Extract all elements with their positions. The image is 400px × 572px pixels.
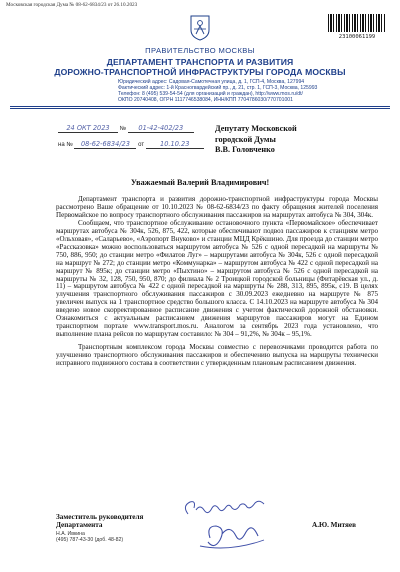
handwritten-signature (180, 496, 290, 556)
department-title-line2: ДОРОЖНО-ТРАНСПОРТНОЙ ИНФРАСТРУКТУРЫ ГОРОДА МОСКВЫ (54, 67, 346, 77)
registration-codes: ОКПО 20740408, ОГРН 1117746538084, ИНН/КПП 7704786030/770701001 (118, 97, 293, 103)
addressee-line3: В.В. Головченко (215, 145, 275, 154)
reference-label: на № (58, 142, 73, 148)
outgoing-registration (58, 124, 194, 133)
outgoing-date: 24 ОКТ 2023 (58, 124, 118, 133)
reference-number: 08-62-6834/23 (74, 140, 136, 149)
addressee-block (215, 124, 297, 156)
letterhead-divider (10, 106, 390, 107)
outgoing-number: 01-42-402/23 (128, 124, 194, 133)
paragraph-2: Сообщаем, что транспортное обслуживание остановочного пункта «Первомайское» обеспечивает маршрутах автобуса № 304к, 526, 875, 422, которые обеспечивают подвоз пассажиров к станциям метро «Ольховая», «Саларьево», «Аэропорт Внуково» и станции МЦД Крёкшино. Для проезда до станции метро «Рассказовка» можно воспользоваться маршрутом автобуса № 526 с одной пересадкой на маршруты № 750, 886, 950; до станции метро «Филатов Луг» – маршрутами автобуса № 304к, 526 с одной пересадкой на маршрут № 272; до станции метро «Коммунарка» – маршрутом автобуса № 422 с одной пересадкой на маршрут № 895к; до станции метро «Пыхтино» – маршрутом автобуса № 526 с одной пересадкой на маршруты № 32, 128, 750, 950, 870; до филиала № 2 Троицкой городской больницы (Фитарёвская ул., д. 11) – маршрутом автобуса № 422 с одной пересадкой на маршруты № 288, 313, 895, 895к, с19. В целях улучшения транспортного обслуживания пассажиров с 30.09.2023 ежедневно на маршруте № 875 увеличен выпуск на 1 транспортное средство большого класса. С 14.10.2023 на маршруте автобуса № 304 введено новое скорректированное расписание движения с учетом фактической дорожной обстановки. Ознакомиться с актуальным расписанием движения маршрутов пассажиров могут на Едином транспортном портале www.transport.mos.ru. Аналогом за сентябрь 2023 года установлено, что выполнение плана рейсов по маршрутам составило: № 304 – 91,2%, № 304к – 95,1%. (56, 218, 378, 339)
signatory-title-line2: Департамента (56, 521, 103, 530)
reference-from-label: от (138, 142, 145, 148)
department-title-line1: ДЕПАРТАМЕНТ ТРАНСПОРТА И РАЗВИТИЯ (106, 57, 294, 67)
actual-address: Фактический адрес: 1-й Красногвардейский пр., д. 21, стр. 1, ГСП-3, Москва, 125993 (118, 85, 318, 91)
letterhead-divider-thin (10, 108, 390, 109)
executor-info (56, 531, 123, 543)
executor-name: Н.А. Ивкина (56, 531, 85, 537)
salutation: Уважаемый Валерий Владимирович! (130, 178, 270, 187)
legal-address: Юридический адрес: Садовая-Самотечная улица, д. 1, ГСП-4, Москва, 127994 (118, 79, 305, 85)
phone-line: Телефон: 8 (495) 539-54-54 (для организаций и граждан), http://www.mos.ru/dt/ (118, 91, 303, 97)
moscow-coat-of-arms-icon (190, 15, 210, 41)
signatory-title (56, 513, 143, 530)
executor-phone: (495) 787-43-30 (доб. 48-82) (56, 537, 124, 543)
paragraph-3: Транспортным комплексом города Москвы совместно с перевозчиками проводится работа по улучшению транспортного обслуживания пассажиров и обеспечению выпуска на маршруты технически исправного подвижного состава в соответствии с утвержденным плановым расписанием движения. (56, 343, 378, 368)
signatory-name: А.Ю. Митяев (312, 521, 356, 529)
paragraph-1: Департамент транспорта и развития дорожно-транспортной инфраструктуры города Москвы рассмотрено Ваше обращение от 10.10.2023 № 08-62-6834/23 по факту обращения жителей поселения Первомайское по вопросу транспортного обслуживания пассажиров на маршрутах автобуса № 304, 304к. (56, 195, 378, 219)
number-label: № (119, 126, 127, 132)
incoming-reference (58, 140, 204, 149)
addressee-line2: городской Думы (215, 134, 276, 144)
letter-body (56, 196, 378, 368)
reference-date: 10.10.23 (146, 140, 204, 149)
government-title: ПРАВИТЕЛЬСТВО МОСКВЫ (145, 46, 255, 55)
document-header-line: Московская городская Дума № 08-62-6834/23 от 26.10.2023 (6, 2, 138, 8)
addressee-line1: Депутату Московской (215, 124, 297, 133)
barcode-number: 23100061199 (338, 34, 376, 40)
signatory-title-line1: Заместитель руководителя (56, 513, 144, 521)
barcode (328, 14, 386, 32)
